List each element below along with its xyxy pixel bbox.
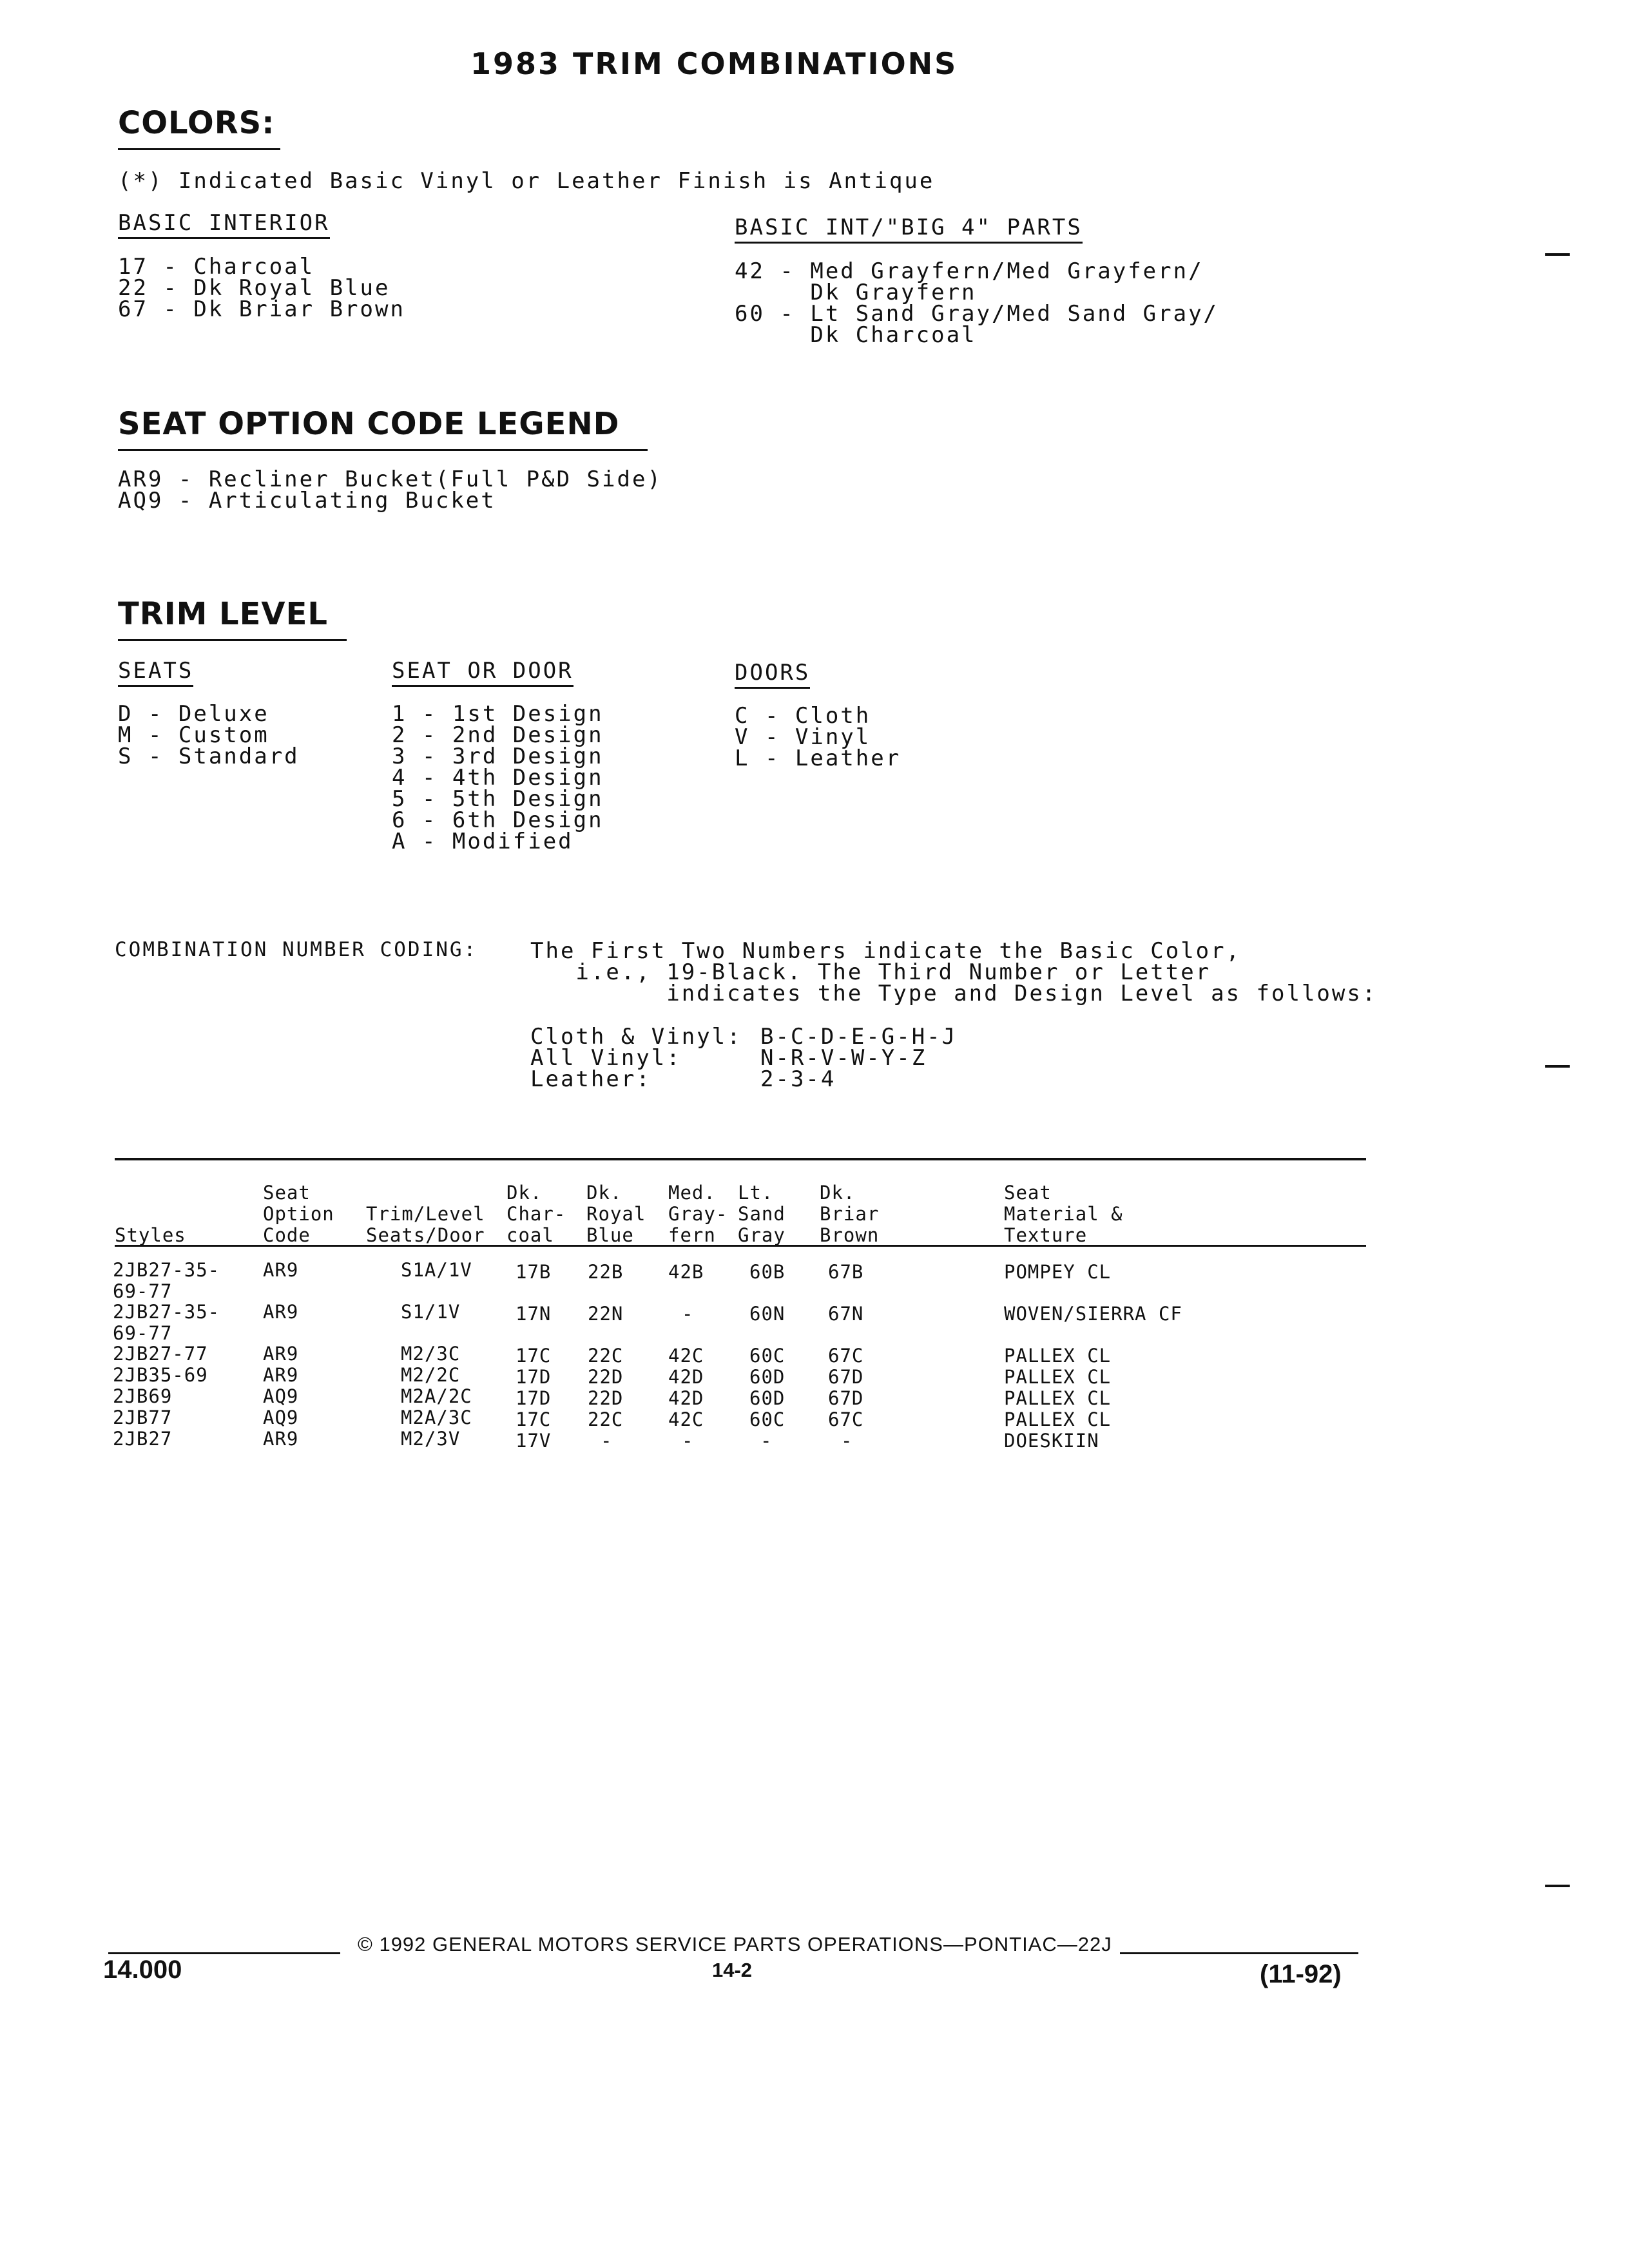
header-dk-royal-blue: Dk. Royal Blue bbox=[586, 1182, 646, 1246]
cell-briar-brown: 67D bbox=[828, 1366, 864, 1388]
cell-material: PALLEX CL bbox=[1004, 1387, 1112, 1409]
cell-grayfern: 42D bbox=[668, 1366, 704, 1388]
cell-charcoal: 17B bbox=[516, 1261, 552, 1283]
header-dk-charcoal: Dk. Char- coal bbox=[506, 1182, 566, 1246]
coding-line: i.e., 19-Black. The Third Number or Letter bbox=[530, 959, 1211, 985]
doors-header: DOORS bbox=[735, 662, 810, 684]
list-item: 22 - Dk Royal Blue bbox=[118, 275, 390, 301]
cell-trim: S1/1V bbox=[401, 1301, 461, 1323]
cell-royal-blue: 22D bbox=[588, 1387, 624, 1409]
header-seat-material: Seat Material & Texture bbox=[1004, 1182, 1123, 1246]
seat-or-door-list bbox=[392, 701, 604, 854]
cell-royal-blue: 22B bbox=[588, 1261, 624, 1283]
header-trim-level: Trim/Level Seats/Door bbox=[366, 1203, 485, 1246]
cell-charcoal: 17C bbox=[516, 1408, 552, 1430]
footer-rule-left bbox=[108, 1952, 340, 1954]
list-item: A - Modified bbox=[392, 829, 574, 854]
cell-sand-gray: - bbox=[760, 1430, 773, 1452]
list-item: 4 - 4th Design bbox=[392, 765, 604, 791]
cell-sand-gray: 60D bbox=[749, 1387, 786, 1409]
list-item: 6 - 6th Design bbox=[392, 807, 604, 833]
cell-style: 2JB27-77 bbox=[113, 1343, 208, 1365]
cell-charcoal: 17N bbox=[516, 1303, 552, 1325]
list-item: Dk Grayfern bbox=[735, 280, 977, 305]
cell-royal-blue: 22C bbox=[588, 1408, 624, 1430]
cell-grayfern: 42B bbox=[668, 1261, 704, 1283]
cell-trim: M2/2C bbox=[401, 1364, 461, 1386]
cell-sand-gray: 60D bbox=[749, 1366, 786, 1388]
seat-legend-list bbox=[118, 466, 662, 514]
trim-level-heading: TRIM LEVEL bbox=[118, 596, 328, 632]
cell-briar-brown: 67C bbox=[828, 1408, 864, 1430]
cell-sand-gray: 60N bbox=[749, 1303, 786, 1325]
cell-royal-blue: 22N bbox=[588, 1303, 624, 1325]
cell-style: 2JB35-69 bbox=[113, 1364, 208, 1386]
coding-label: COMBINATION NUMBER CODING: bbox=[115, 938, 478, 961]
seat-or-door-header: SEAT OR DOOR bbox=[392, 660, 574, 682]
colors-heading: COLORS: bbox=[118, 105, 275, 141]
list-item: D - Deluxe bbox=[118, 701, 269, 727]
cell-code: AR9 bbox=[263, 1364, 299, 1386]
footer-section-number: 14.000 bbox=[103, 1956, 182, 1984]
coding-type-codes-item: B-C-D-E-G-H-J bbox=[760, 1024, 958, 1050]
cell-royal-blue: 22D bbox=[588, 1366, 624, 1388]
header-med-grayfern: Med. Gray- fern bbox=[668, 1182, 728, 1246]
coding-type-names bbox=[530, 1026, 742, 1090]
edge-mark bbox=[1545, 253, 1570, 256]
doors-list bbox=[735, 703, 901, 771]
basic-interior-list bbox=[118, 256, 405, 320]
footer-page-number: 14-2 bbox=[712, 1959, 753, 1981]
seats-list bbox=[118, 701, 300, 769]
cell-charcoal: 17V bbox=[516, 1430, 552, 1452]
footer-date: (11-92) bbox=[1260, 1960, 1342, 1988]
cell-charcoal: 17C bbox=[516, 1345, 552, 1367]
coding-line: The First Two Numbers indicate the Basic Color, bbox=[530, 938, 1242, 964]
cell-style: 2JB27-35- 69-77 bbox=[113, 1259, 220, 1302]
coding-type-codes-item: N-R-V-W-Y-Z bbox=[760, 1045, 927, 1071]
list-item: C - Cloth bbox=[735, 703, 871, 729]
coding-type-name: All Vinyl: bbox=[530, 1045, 682, 1071]
cell-royal-blue: - bbox=[601, 1430, 613, 1452]
coding-description bbox=[530, 938, 1378, 1006]
cell-briar-brown: 67D bbox=[828, 1387, 864, 1409]
cell-sand-gray: 60C bbox=[749, 1408, 786, 1430]
list-item: 17 - Charcoal bbox=[118, 254, 315, 280]
cell-grayfern: - bbox=[682, 1303, 694, 1325]
list-item: M - Custom bbox=[118, 722, 269, 748]
cell-code: AR9 bbox=[263, 1259, 299, 1281]
cell-code: AQ9 bbox=[263, 1385, 299, 1407]
seat-legend-heading-rule bbox=[118, 449, 648, 451]
list-item: 3 - 3rd Design bbox=[392, 744, 604, 769]
cell-style: 2JB69 bbox=[113, 1385, 173, 1407]
coding-type-name: Cloth & Vinyl: bbox=[530, 1024, 742, 1050]
cell-style: 2JB27 bbox=[113, 1428, 173, 1450]
colors-note: (*) Indicated Basic Vinyl or Leather Finish is Antique bbox=[118, 168, 935, 194]
cell-briar-brown: 67B bbox=[828, 1261, 864, 1283]
list-item: 67 - Dk Briar Brown bbox=[118, 296, 405, 322]
header-dk-briar-brown: Dk. Briar Brown bbox=[820, 1182, 880, 1246]
cell-trim: S1A/1V bbox=[401, 1259, 472, 1281]
cell-material: WOVEN/SIERRA CF bbox=[1004, 1303, 1182, 1325]
list-item: 1 - 1st Design bbox=[392, 701, 604, 727]
edge-mark bbox=[1545, 1065, 1570, 1068]
colors-heading-rule bbox=[118, 148, 280, 150]
header-seat-option-code: Seat Option Code bbox=[263, 1182, 334, 1246]
list-item: V - Vinyl bbox=[735, 724, 871, 750]
cell-grayfern: - bbox=[682, 1430, 694, 1452]
coding-type-codes-item: 2-3-4 bbox=[760, 1066, 836, 1092]
header-styles: Styles bbox=[115, 1224, 186, 1246]
list-item: 42 - Med Grayfern/Med Grayfern/ bbox=[735, 258, 1204, 284]
cell-grayfern: 42C bbox=[668, 1345, 704, 1367]
cell-royal-blue: 22C bbox=[588, 1345, 624, 1367]
cell-trim: M2/3C bbox=[401, 1343, 461, 1365]
cell-sand-gray: 60B bbox=[749, 1261, 786, 1283]
coding-type-name: Leather: bbox=[530, 1066, 651, 1092]
cell-trim: M2A/2C bbox=[401, 1385, 472, 1407]
coding-line: indicates the Type and Design Level as follows: bbox=[530, 981, 1378, 1006]
cell-trim: M2A/3C bbox=[401, 1407, 472, 1428]
list-item: AR9 - Recliner Bucket(Full P&D Side) bbox=[118, 466, 662, 492]
cell-briar-brown: 67C bbox=[828, 1345, 864, 1367]
cell-material: PALLEX CL bbox=[1004, 1345, 1112, 1367]
coding-type-codes bbox=[760, 1026, 957, 1090]
cell-sand-gray: 60C bbox=[749, 1345, 786, 1367]
cell-briar-brown: - bbox=[841, 1430, 853, 1452]
list-item: 2 - 2nd Design bbox=[392, 722, 604, 748]
list-item: 5 - 5th Design bbox=[392, 786, 604, 812]
list-item: S - Standard bbox=[118, 744, 300, 769]
cell-material: DOESKIIN bbox=[1004, 1430, 1099, 1452]
edge-mark bbox=[1545, 1885, 1570, 1887]
table-top-rule bbox=[115, 1158, 1366, 1160]
big4-list bbox=[735, 258, 1219, 348]
cell-style: 2JB77 bbox=[113, 1407, 173, 1428]
footer-copyright: © 1992 GENERAL MOTORS SERVICE PARTS OPERATIONS—PONTIAC—22J bbox=[358, 1933, 1112, 1956]
seats-header: SEATS bbox=[118, 660, 193, 682]
footer-rule-right bbox=[1120, 1952, 1358, 1954]
cell-grayfern: 42D bbox=[668, 1387, 704, 1409]
cell-style: 2JB27-35- 69-77 bbox=[113, 1301, 220, 1344]
cell-material: PALLEX CL bbox=[1004, 1366, 1112, 1388]
basic-interior-header: BASIC INTERIOR bbox=[118, 213, 330, 234]
cell-material: PALLEX CL bbox=[1004, 1408, 1112, 1430]
cell-code: AR9 bbox=[263, 1343, 299, 1365]
list-item: AQ9 - Articulating Bucket bbox=[118, 488, 496, 514]
list-item: Dk Charcoal bbox=[735, 322, 977, 348]
cell-grayfern: 42C bbox=[668, 1408, 704, 1430]
cell-charcoal: 17D bbox=[516, 1387, 552, 1409]
cell-code: AQ9 bbox=[263, 1407, 299, 1428]
cell-code: AR9 bbox=[263, 1428, 299, 1450]
cell-material: POMPEY CL bbox=[1004, 1261, 1112, 1283]
cell-code: AR9 bbox=[263, 1301, 299, 1323]
trim-level-heading-rule bbox=[118, 639, 347, 641]
seat-legend-heading: SEAT OPTION CODE LEGEND bbox=[118, 406, 620, 442]
list-item: 60 - Lt Sand Gray/Med Sand Gray/ bbox=[735, 301, 1219, 327]
header-lt-sand-gray: Lt. Sand Gray bbox=[738, 1182, 786, 1246]
cell-briar-brown: 67N bbox=[828, 1303, 864, 1325]
cell-charcoal: 17D bbox=[516, 1366, 552, 1388]
cell-trim: M2/3V bbox=[401, 1428, 461, 1450]
page-title: 1983 TRIM COMBINATIONS bbox=[470, 46, 958, 81]
big4-header: BASIC INT/"BIG 4" PARTS bbox=[735, 217, 1083, 238]
list-item: L - Leather bbox=[735, 745, 901, 771]
